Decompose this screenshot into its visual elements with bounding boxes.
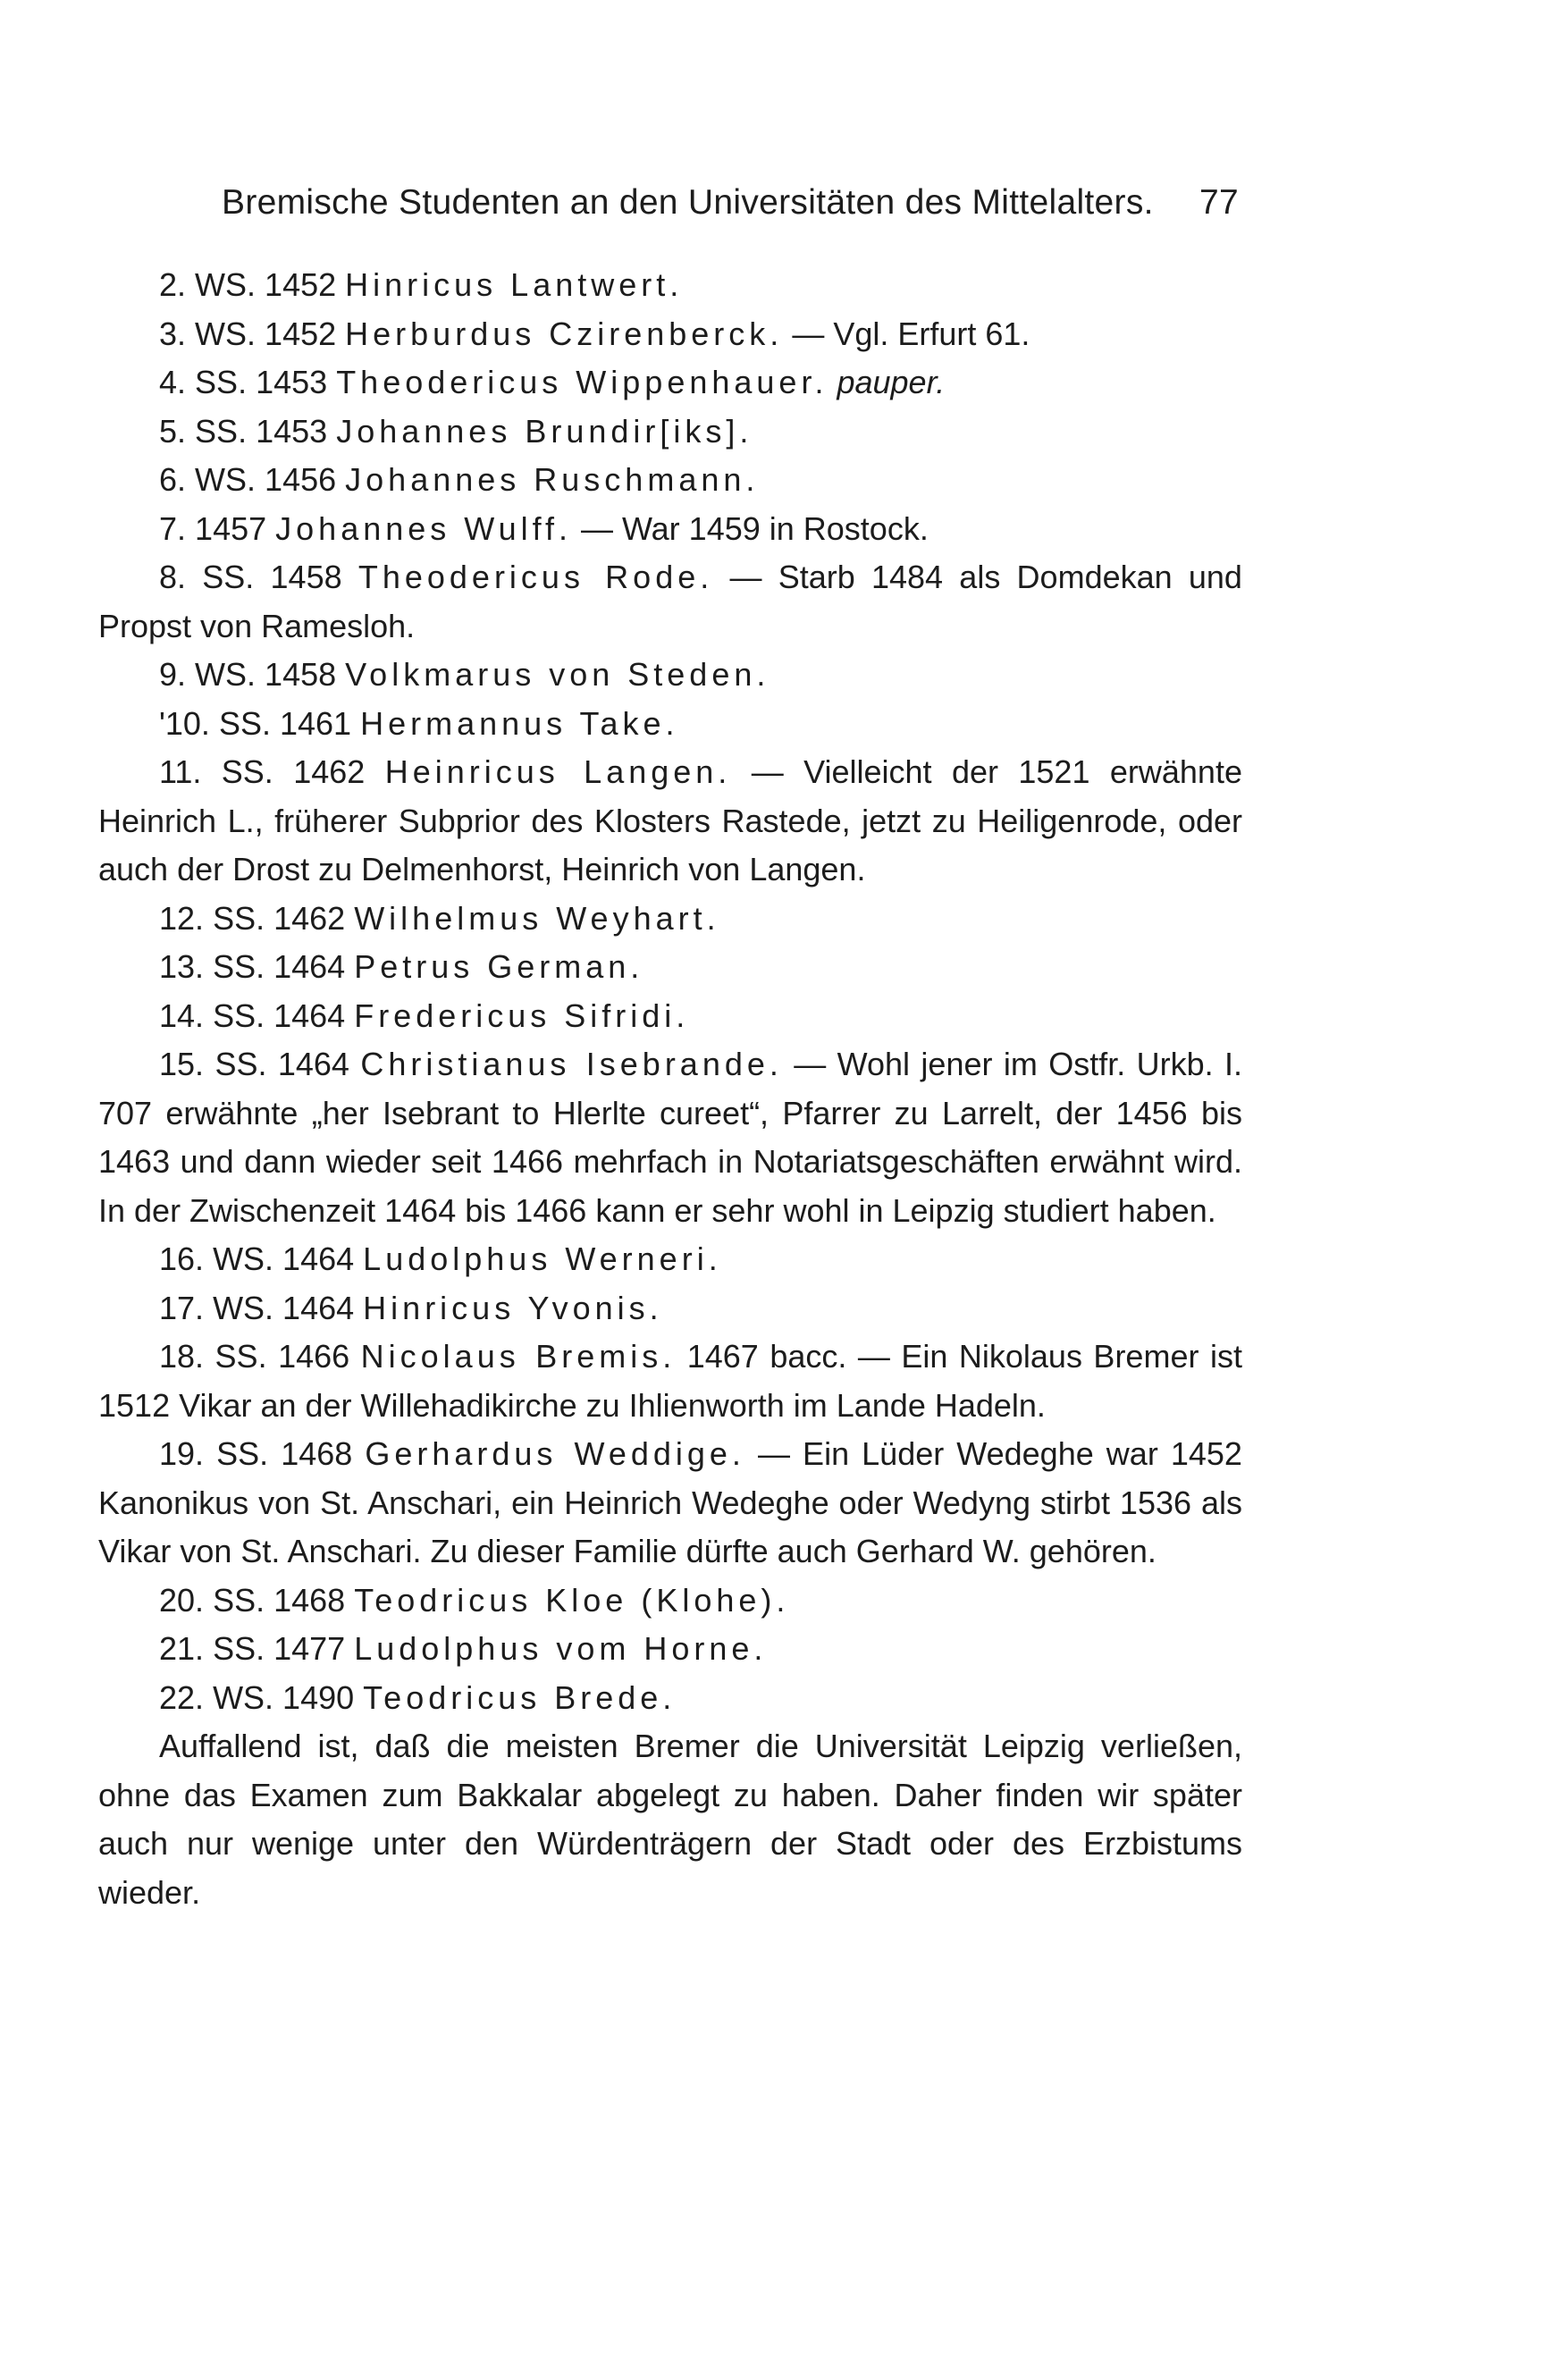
entry-name: Ludolphus vom Horne. (354, 1630, 768, 1667)
entry-number: 14. (159, 997, 205, 1034)
entry-name: Christianus Isebrande. (360, 1046, 783, 1082)
entry-name: Theodericus Rode. (357, 559, 714, 595)
entry-term: 1457 (195, 509, 267, 547)
entry-note: — Vgl. Erfurt 61. (792, 315, 1030, 352)
entry-term: WS. 1464 (213, 1289, 355, 1326)
entry-number: 21. (159, 1630, 205, 1667)
entry-term: SS. 1461 (218, 704, 352, 742)
entry-number: 15. (159, 1046, 205, 1082)
entry-name: Hinricus Yvonis. (363, 1289, 663, 1326)
list-item (98, 261, 1242, 310)
entry-name: Theodericus Wippenhauer. (336, 364, 828, 400)
entry-term: SS. 1462 (221, 753, 366, 790)
entry-name: Hermannus Take. (360, 704, 679, 742)
entry-number: 17. (159, 1289, 205, 1326)
entry-term: SS. 1458 (202, 559, 342, 595)
entry-name: Fredericus Sifridi. (354, 997, 690, 1034)
entry-name: Teodricus Kloe (Klohe). (354, 1581, 790, 1619)
entry-term: SS. 1468 (216, 1435, 353, 1472)
entry-term: SS. 1466 (214, 1338, 350, 1375)
entry-term: WS. 1490 (213, 1678, 355, 1716)
entry-number: 12. (159, 899, 205, 937)
list-item (98, 992, 1242, 1041)
list-item (98, 505, 1242, 554)
entry-note: — Vielleicht der 1521 erwähnte Heinrich L., früherer Subprior des Klosters Rastede, jetzt zu Heiligenrode, oder auch der Drost zu Delmenhorst, Heinrich von Langen. (98, 753, 1242, 887)
entry-number: 8. (159, 559, 187, 595)
entry-number: 16. (159, 1240, 205, 1277)
entry-term: SS. 1468 (213, 1581, 346, 1619)
running-head-title: Bremische Studenten an den Universitäten des Mittelalters. (222, 183, 1154, 222)
entry-term: WS. 1452 (195, 315, 337, 352)
entry-note: — War 1459 in Rostock. (581, 509, 929, 547)
entry-number: 4. (159, 364, 187, 400)
list-item (98, 1284, 1242, 1333)
entry-name: Johannes Ruschmann. (345, 461, 760, 498)
list-item (98, 748, 1242, 895)
entry-term: WS. 1456 (195, 461, 337, 498)
entry-number: 22. (159, 1678, 205, 1716)
list-item (98, 1577, 1242, 1626)
list-item (98, 1430, 1242, 1577)
list-item (98, 456, 1242, 505)
list-item (98, 553, 1242, 651)
list-item (98, 651, 1242, 700)
entry-name: Wilhelmus Weyhart. (354, 899, 720, 937)
list-item (98, 895, 1242, 944)
entry-number: 9. (159, 656, 187, 693)
list-item (98, 1674, 1242, 1723)
entry-number: '10. (159, 704, 210, 742)
list-item (98, 408, 1242, 457)
list-item (98, 358, 1242, 408)
entry-term: SS. 1453 (195, 412, 328, 450)
entry-term: WS. 1452 (195, 266, 337, 303)
entry-term: WS. 1464 (213, 1240, 355, 1277)
entry-note: pauper. (837, 364, 946, 400)
list-item (98, 700, 1242, 749)
page-number: 77 (1199, 183, 1239, 222)
entry-term: WS. 1458 (195, 656, 337, 693)
entry-term: SS. 1464 (213, 948, 346, 985)
entry-number: 11. (159, 753, 202, 790)
list-item (98, 310, 1242, 359)
entry-number: 20. (159, 1581, 205, 1619)
list-item (98, 1625, 1242, 1674)
entry-name: Nicolaus Bremis. (360, 1338, 677, 1375)
list-item (98, 1333, 1242, 1430)
list-item (98, 943, 1242, 992)
closing-paragraph: Auffallend ist, daß die meisten Bremer die Universität Leipzig verließen, ohne das Examen zum Bakkalar abgelegt zu haben. Daher finden wir später auch nur wenige unter den Würdenträgern der Stadt oder des Erzbistums wieder. (98, 1728, 1242, 1911)
running-head (222, 183, 1239, 237)
student-list (98, 261, 1242, 1917)
list-item (98, 1040, 1242, 1235)
entry-name: Herburdus Czirenberck. (345, 315, 784, 352)
entry-number: 18. (159, 1338, 205, 1375)
entry-number: 2. (159, 266, 187, 303)
entry-name: Petrus German. (354, 948, 644, 985)
entry-name: Ludolphus Werneri. (363, 1240, 722, 1277)
entry-number: 7. (159, 509, 187, 547)
entry-term: SS. 1453 (195, 364, 328, 400)
entry-note: — Starb 1484 als Domdekan und Propst von Ramesloh. (98, 559, 1242, 644)
entry-name: Volkmarus von Steden. (345, 656, 770, 693)
entry-note: 1467 bacc. — Ein Nikolaus Bremer ist 1512 Vikar an der Willehadikirche zu Ihlienworth im Lande Hadeln. (98, 1338, 1242, 1424)
entry-number: 6. (159, 461, 187, 498)
entry-name: Heinricus Langen. (384, 753, 732, 790)
entry-name: Teodricus Brede. (363, 1678, 677, 1716)
entry-name: Hinricus Lantwert. (345, 266, 684, 303)
entry-term: SS. 1462 (213, 899, 346, 937)
entry-number: 13. (159, 948, 205, 985)
entry-term: SS. 1477 (213, 1630, 346, 1667)
entry-number: 19. (159, 1435, 205, 1472)
entry-note: — Ein Lüder Wedeghe war 1452 Kanonikus von St. Anschari, ein Heinrich Wedeghe oder Wedyng stirbt 1536 als Vikar von St. Anschari. Zu dieser Familie dürfte auch Gerhard W. gehören. (98, 1435, 1242, 1569)
entry-note: — Wohl jener im Ostfr. Urkb. I. 707 erwähnte „her Isebrant to Hlerlte cureet“, Pfarrer zu Larrelt, der 1456 bis 1463 und dann wieder seit 1466 mehrfach in Notariatsgeschäften erwähnt wird. In der Zwischenzeit 1464 bis 1466 kann er sehr wohl in Leipzig studiert haben. (98, 1046, 1242, 1229)
entry-name: Gerhardus Weddige. (365, 1435, 745, 1472)
entry-number: 5. (159, 412, 187, 450)
entry-name: Johannes Brundir[iks]. (336, 412, 753, 450)
entry-name: Johannes Wulff. (275, 509, 572, 547)
entry-term: SS. 1464 (213, 997, 346, 1034)
list-item (98, 1235, 1242, 1284)
entry-term: SS. 1464 (214, 1046, 349, 1082)
entry-number: 3. (159, 315, 187, 352)
